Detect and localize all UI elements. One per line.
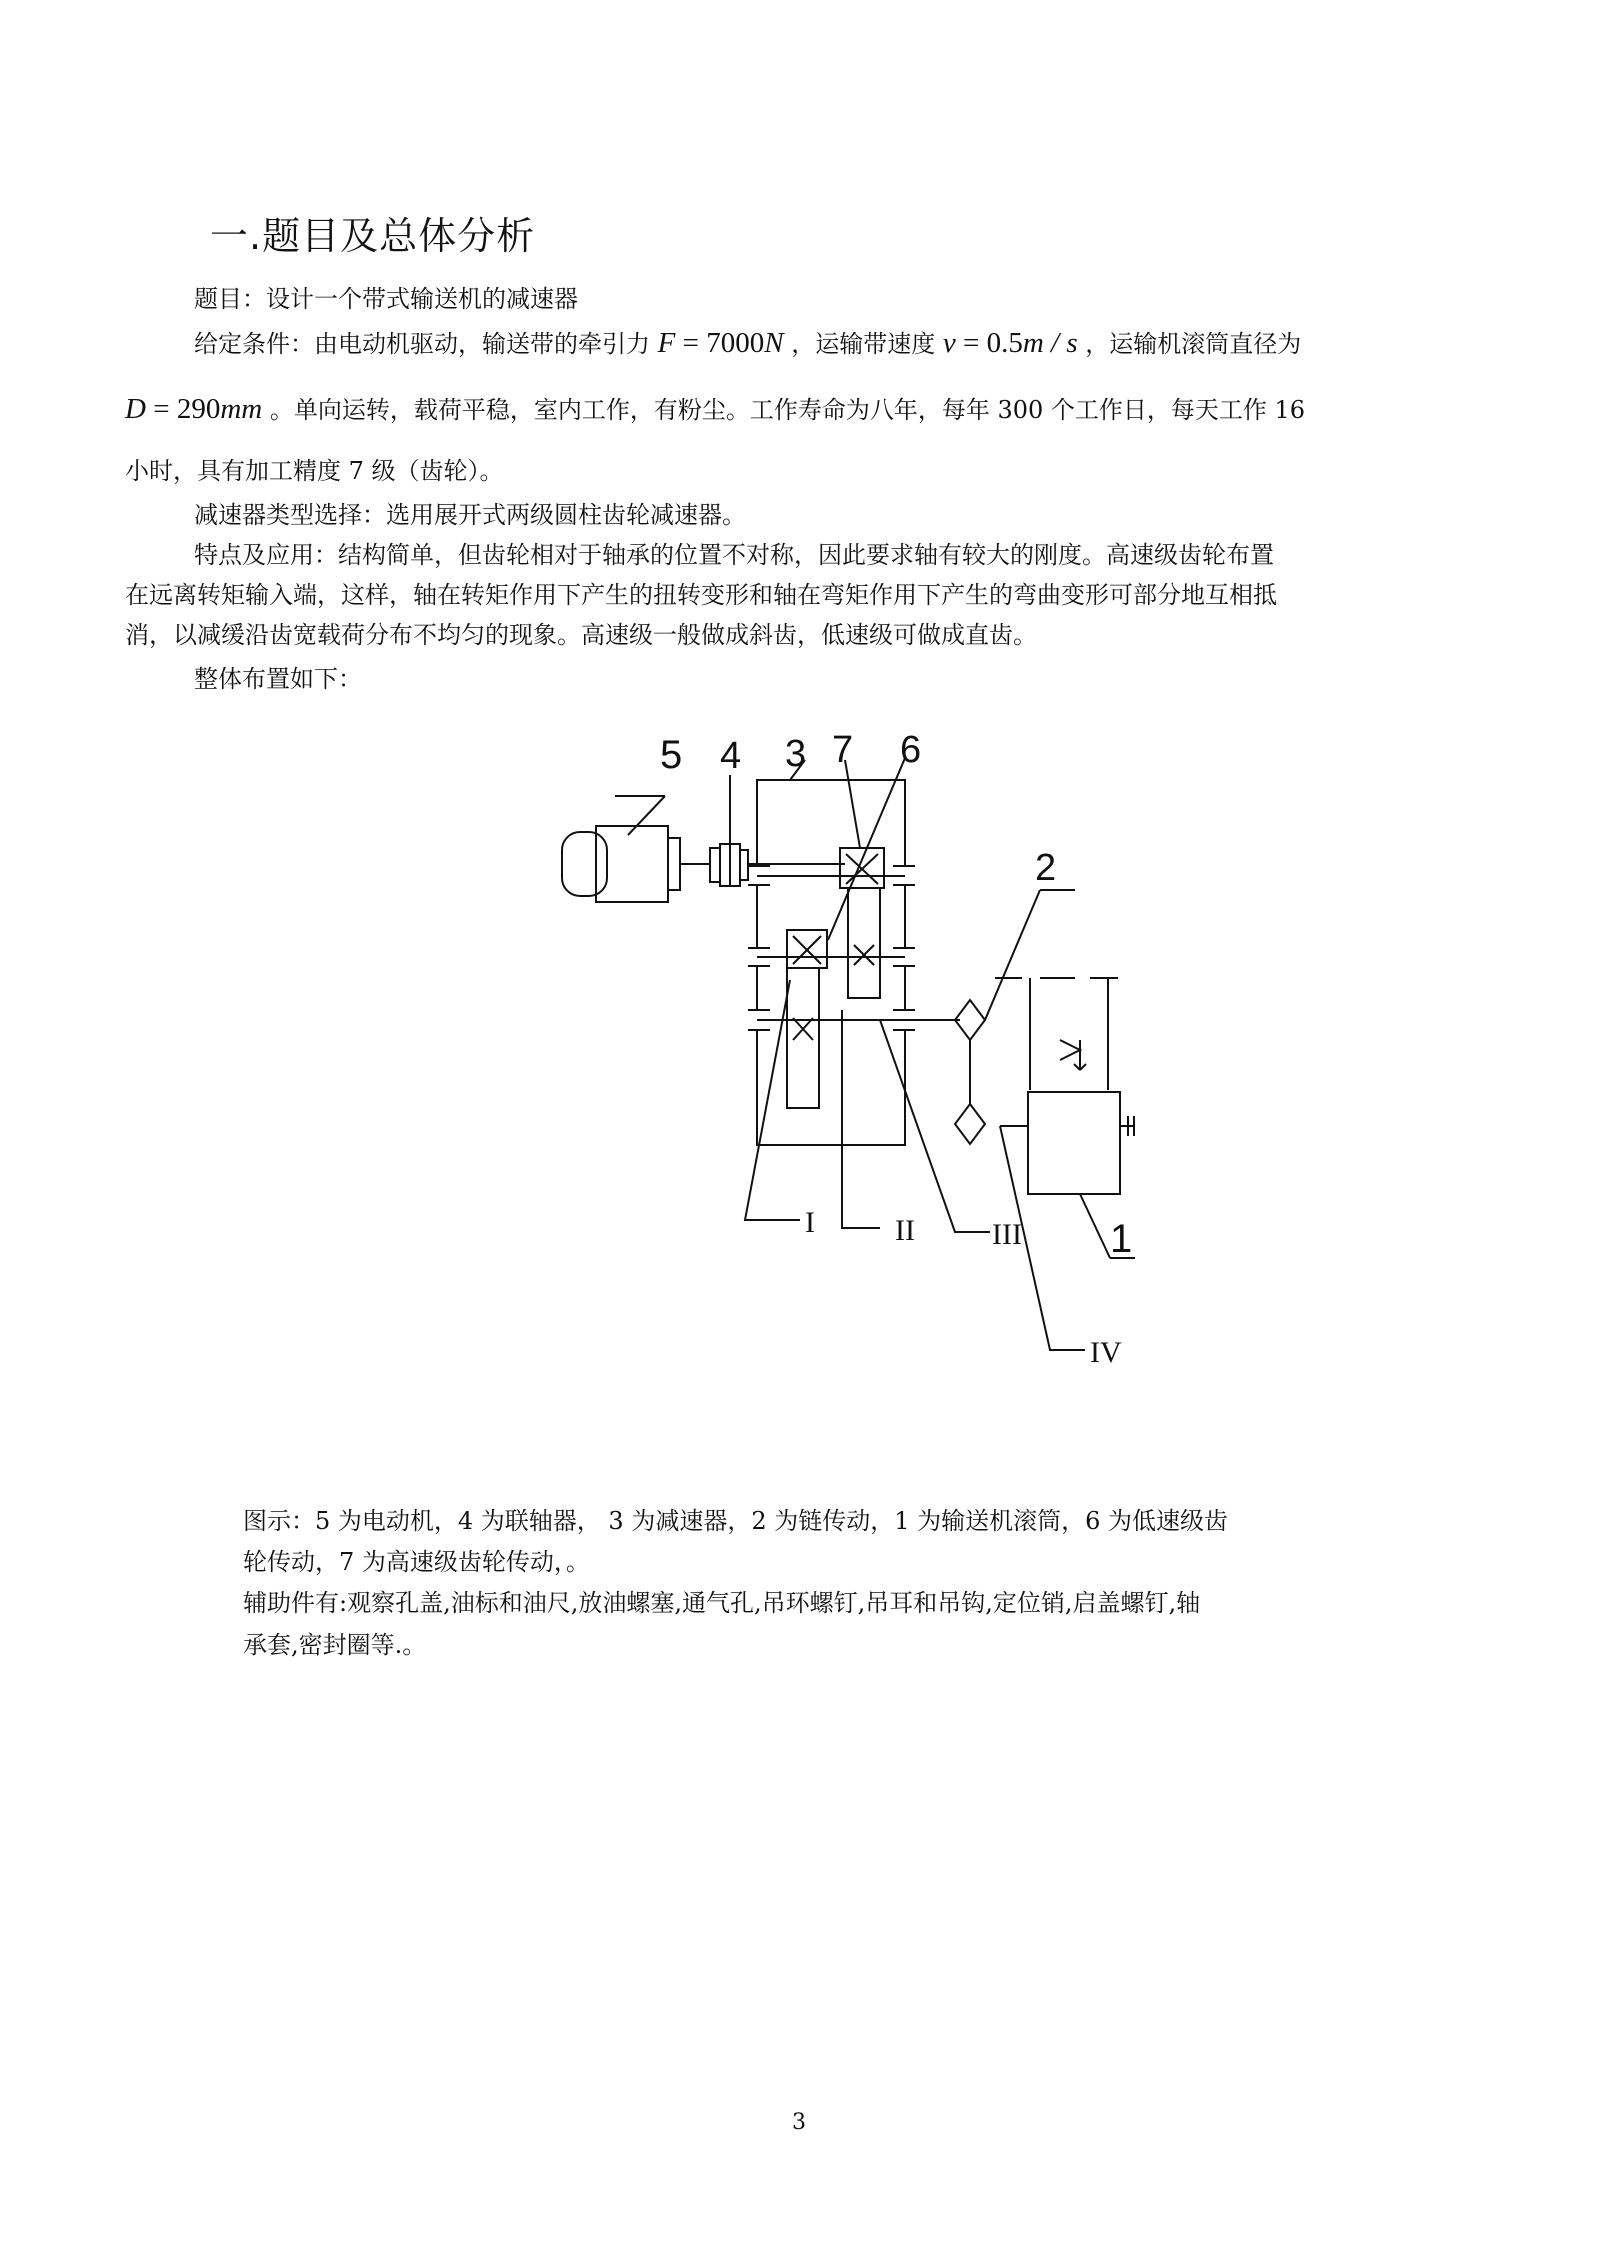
caption-line3: 辅助件有:观察孔盖,油标和油尺,放油螺塞,通气孔,吊环螺钉,吊耳和吊钩,定位销,启盖螺钉,轴: [243, 1589, 1201, 1617]
given-conditions-line1: [194, 324, 1301, 363]
label-shaft-II: II: [895, 1214, 915, 1247]
label-shaft-III: III: [992, 1218, 1022, 1251]
label-shaft-IV: IV: [1090, 1336, 1122, 1369]
diameter-formula: D = 290mm: [125, 393, 263, 425]
transmission-diagram: [540, 718, 1240, 1398]
reducer-type-line: 减速器类型选择：选用展开式两级圆柱齿轮减速器。: [194, 501, 746, 529]
chain-drive: [955, 847, 1075, 1144]
task-line: 题目：设计一个带式输送机的减速器: [194, 285, 578, 313]
motor-drawing: [562, 733, 710, 902]
speed-formula: v = 0.5m / s: [942, 327, 1078, 359]
caption-line4: 承套,密封圈等.。: [243, 1631, 427, 1659]
given-rest: 。单向运转，载荷平稳，室内工作，有粉尘。工作寿命为八年，每年 300 个工作日，每天工作 16: [269, 396, 1306, 424]
label-5: 5: [660, 733, 683, 777]
section-heading: 一.题目及总体分析: [210, 214, 536, 258]
shaft-leaders: [745, 980, 1122, 1369]
label-4: 4: [720, 735, 742, 777]
caption-line1: 图示：5 为电动机，4 为联轴器， 3 为减速器，2 为链传动，1 为输送机滚筒，6 为低速级齿: [243, 1507, 1229, 1535]
label-2: 2: [1035, 847, 1057, 889]
coupling-drawing: [710, 735, 845, 886]
label-1: 1: [1110, 1217, 1133, 1261]
page-number: 3: [792, 2110, 806, 2135]
label-7: 7: [832, 729, 854, 771]
features-line2: 在远离转矩输入端，这样，轴在转矩作用下产生的扭转变形和轴在弯矩作用下产生的弯曲变形可部分地互相抵: [125, 581, 1277, 609]
given-mid1: ，运输带速度: [791, 330, 936, 358]
force-formula: F = 7000N: [657, 327, 784, 359]
features-line3: 消，以减缓沿齿宽载荷分布不均匀的现象。高速级一般做成斜齿，低速级可做成直齿。: [125, 621, 1037, 649]
layout-intro: 整体布置如下：: [194, 665, 362, 693]
given-conditions-line2: [125, 390, 1305, 429]
caption-line2: 轮传动，7 为高速级齿轮传动，。: [243, 1548, 590, 1576]
given-conditions-line3: 小时，具有加工精度 7 级（齿轮）。: [125, 457, 504, 485]
label-shaft-I: I: [805, 1206, 815, 1239]
features-line1: 特点及应用：结构简单，但齿轮相对于轴承的位置不对称，因此要求轴有较大的刚度。高速级齿轮布置: [194, 541, 1274, 569]
label-3: 3: [785, 733, 807, 775]
given-mid2: ，运输机滚筒直径为: [1085, 330, 1302, 358]
given-prefix: 给定条件：由电动机驱动，输送带的牵引力: [194, 330, 650, 358]
label-6: 6: [900, 729, 922, 771]
gear-stage-high: [757, 729, 960, 1108]
